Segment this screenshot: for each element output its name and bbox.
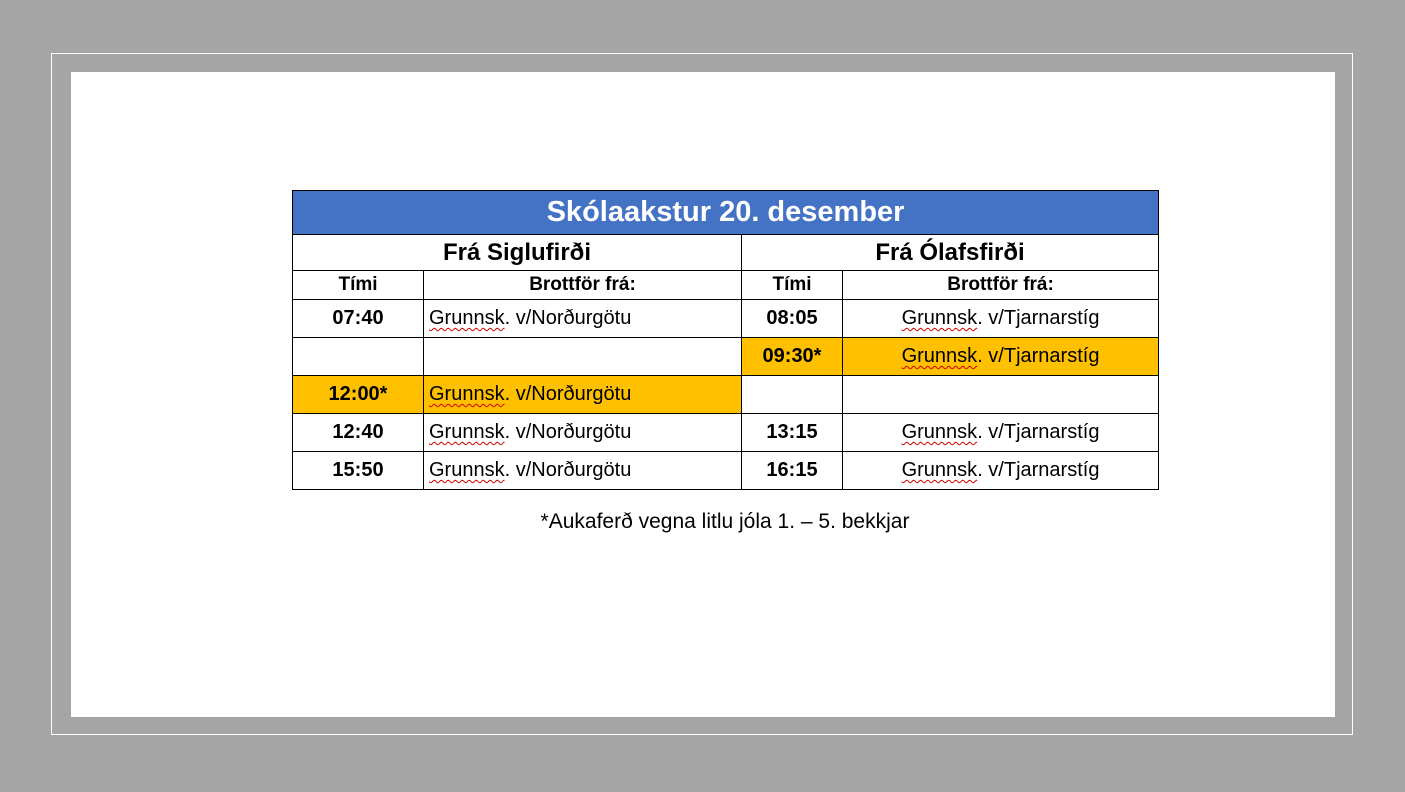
column-header-time-left: Tími [293,271,424,300]
column-header-time-right: Tími [742,271,843,300]
time-cell-left: 07:40 [293,300,424,338]
place-suffix: . v/Tjarnarstíg [977,421,1100,443]
table-title: Skólaakstur 20. desember [293,191,1159,235]
direction-siglufjordur: Frá Siglufirði [293,235,742,271]
footnote: *Aukaferð vegna litlu jóla 1. – 5. bekkjar [540,510,910,533]
place-cell-right [843,376,1159,414]
place-prefix: Grunnsk [901,307,978,329]
place-suffix: . v/Tjarnarstíg [977,459,1100,481]
place-cell-left [424,338,742,376]
table-row [293,414,1159,452]
table-row [293,300,1159,338]
document-page [71,72,1335,717]
direction-olafsfjordur: Frá Ólafsfirði [742,235,1159,271]
place-prefix: Grunnsk [429,459,505,481]
place-suffix: . v/Norðurgötu [504,459,632,481]
time-cell-right: 08:05 [742,300,843,338]
place-cell-left [424,376,742,414]
place-prefix: Grunnsk [429,307,505,329]
place-prefix: Grunnsk [429,421,505,443]
time-cell-left: 15:50 [293,452,424,490]
time-cell-right [742,376,843,414]
place-cell-right [843,338,1159,376]
place-cell-right [843,414,1159,452]
place-cell-left [424,414,742,452]
time-cell-right: 09:30* [742,338,843,376]
place-prefix: Grunnsk [901,459,978,481]
place-prefix: Grunnsk [901,345,978,367]
schedule-table [292,190,1159,490]
time-cell-left: 12:40 [293,414,424,452]
place-cell-right [843,300,1159,338]
table-row [293,376,1159,414]
place-suffix: . v/Norðurgötu [504,383,632,405]
place-suffix: . v/Norðurgötu [504,307,632,329]
column-header-departure-left: Brottför frá: [424,271,742,300]
place-suffix: . v/Norðurgötu [504,421,632,443]
time-cell-left [293,338,424,376]
place-cell-left [424,300,742,338]
place-cell-left [424,452,742,490]
time-cell-right: 16:15 [742,452,843,490]
place-prefix: Grunnsk [901,421,978,443]
time-cell-left: 12:00* [293,376,424,414]
place-suffix: . v/Tjarnarstíg [977,345,1100,367]
place-cell-right [843,452,1159,490]
table-row [293,452,1159,490]
table-row [293,338,1159,376]
place-suffix: . v/Tjarnarstíg [977,307,1100,329]
column-header-departure-right: Brottför frá: [843,271,1159,300]
place-prefix: Grunnsk [429,383,505,405]
time-cell-right: 13:15 [742,414,843,452]
